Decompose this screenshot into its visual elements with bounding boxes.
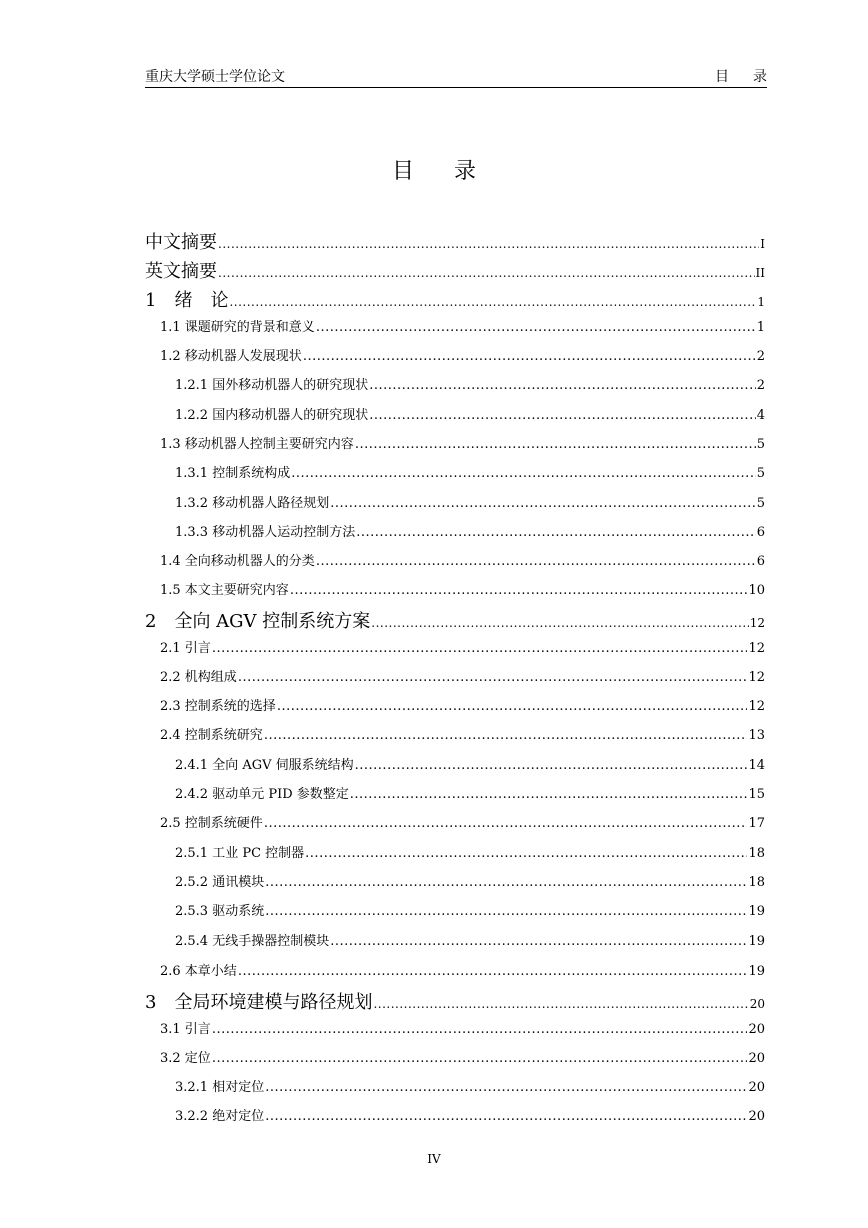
toc-entry[interactable] [160,812,765,831]
toc-entry-label: 1.3 移动机器人控制主要研究内容 [160,437,354,452]
toc-entry[interactable] [175,754,765,773]
toc-entry[interactable] [175,492,765,511]
toc-entry[interactable] [175,842,765,861]
toc-entry-page: 19 [748,934,765,949]
toc-entry[interactable] [145,228,765,254]
toc-entry[interactable] [145,607,765,633]
toc-dot-leader [212,641,748,656]
toc-entry-page: 20 [748,1109,765,1124]
toc-entry-page: 15 [748,787,765,802]
toc-dot-leader [330,934,747,949]
toc-entry[interactable] [160,1018,765,1037]
toc-entry[interactable] [175,1076,765,1095]
toc-entry[interactable] [160,724,765,743]
toc-entry-page: 1 [757,295,765,309]
toc-entry[interactable] [145,286,765,312]
toc-entry-label: 中文摘要 [145,232,217,253]
toc-entry-label: 2.4 控制系统研究 [160,728,263,743]
header-section-name: 目录 [715,69,791,85]
toc-entry-page: 1 [756,320,765,335]
toc-entry-label: 3.2.2 绝对定位 [175,1109,265,1124]
toc-dot-leader [350,787,748,802]
toc-entry-label: 1.2.1 国外移动机器人的研究现状 [175,378,369,393]
toc-dot-leader [265,875,747,890]
toc-entry[interactable] [160,960,765,979]
toc-entry-page: 20 [748,1022,765,1037]
toc-entry-page: 5 [756,496,765,511]
toc-dot-leader [212,1051,748,1066]
page-number: IV [427,1152,441,1166]
toc-dot-leader [277,699,748,714]
toc-entry[interactable] [175,404,765,423]
toc-dot-leader [229,295,756,309]
toc-entry[interactable] [175,374,765,393]
toc-entry-label: 2.3 控制系统的选择 [160,699,276,714]
page-title: 目录 [391,159,516,184]
toc-entry-label: 2.5 控制系统硬件 [160,816,263,831]
toc-entry-label: 2.5.1 工业 PC 控制器 [175,846,305,861]
toc-entry-page: 5 [756,466,765,481]
toc-entry[interactable] [145,257,765,283]
toc-dot-leader [291,466,756,481]
toc-dot-leader [238,670,748,685]
toc-entry-label: 2.2 机构组成 [160,670,237,685]
toc-entry[interactable] [160,433,765,452]
header-thesis-title: 重庆大学硕士学位论文 [145,69,285,85]
toc-dot-leader [303,349,756,364]
toc-entry[interactable] [160,345,765,364]
toc-entry[interactable] [160,550,765,569]
toc-dot-leader [316,554,756,569]
toc-entry-page: I [760,237,765,251]
toc-entry-page: 12 [749,616,765,630]
toc-entry-page: 10 [748,583,765,598]
toc-entry-label: 1 绪 论 [145,290,229,311]
toc-entry-page: 17 [748,816,765,831]
toc-entry[interactable] [175,900,765,919]
toc-entry-page: 18 [748,846,765,861]
toc-entry[interactable] [160,695,765,714]
toc-entry-label: 1.2.2 国内移动机器人的研究现状 [175,408,369,423]
toc-dot-leader [265,1080,747,1095]
toc-dot-leader [265,1109,747,1124]
toc-entry-label: 2.6 本章小结 [160,964,237,979]
toc-entry-page: 6 [756,525,765,540]
toc-entry-label: 2.5.3 驱动系统 [175,904,265,919]
toc-entry-page: 2 [756,349,765,364]
toc-entry[interactable] [160,316,765,335]
toc-entry-label: 2.4.2 驱动单元 PID 参数整定 [175,787,349,802]
toc-entry-label: 1.3.1 控制系统构成 [175,466,291,481]
toc-dot-leader [218,266,755,280]
toc-dot-leader [305,846,747,861]
toc-entry[interactable] [175,521,765,540]
toc-entry-page: 4 [756,408,765,423]
toc-entry[interactable] [160,666,765,685]
toc-entry-page: 5 [756,437,765,452]
toc-dot-leader [369,408,756,423]
toc-dot-leader [290,583,748,598]
toc-entry-label: 1.3.3 移动机器人运动控制方法 [175,525,356,540]
toc-entry[interactable] [175,930,765,949]
toc-entry-page: 6 [756,554,765,569]
toc-entry-page: 12 [748,641,765,656]
toc-entry[interactable] [145,988,765,1014]
toc-entry-label: 1.4 全向移动机器人的分类 [160,554,315,569]
toc-dot-leader [212,1022,748,1037]
toc-dot-leader [264,816,748,831]
toc-dot-leader [369,378,756,393]
toc-dot-leader [264,728,748,743]
toc-dot-leader [371,616,748,630]
toc-entry-label: 2.1 引言 [160,641,211,656]
toc-entry-label: 2.5.2 通讯模块 [175,875,265,890]
toc-entry-page: 18 [748,875,765,890]
toc-dot-leader [316,320,756,335]
toc-entry-page: 19 [748,964,765,979]
toc-entry-page: 14 [748,758,765,773]
toc-entry-label: 英文摘要 [145,261,217,282]
toc-entry[interactable] [160,1047,765,1066]
toc-entry-page: 12 [748,699,765,714]
toc-entry-label: 1.1 课题研究的背景和意义 [160,320,315,335]
toc-entry-label: 2.5.4 无线手操器控制模块 [175,934,330,949]
toc-entry[interactable] [175,783,765,802]
toc-entry-label: 1.2 移动机器人发展现状 [160,349,302,364]
running-header [145,66,791,88]
toc-entry[interactable] [175,871,765,890]
toc-entry-page: 20 [748,1051,765,1066]
toc-dot-leader [330,496,756,511]
toc-entry-page: 12 [748,670,765,685]
toc-entry-label: 3.1 引言 [160,1022,211,1037]
toc-entry-page: II [755,266,765,280]
toc-dot-leader [218,237,759,251]
toc-entry-label: 3.2.1 相对定位 [175,1080,265,1095]
toc-entry[interactable] [175,1105,765,1124]
toc-dot-leader [238,964,748,979]
toc-entry-page: 20 [748,1080,765,1095]
toc-entry-label: 2 全向 AGV 控制系统方案 [145,611,371,632]
toc-entry-page: 13 [748,728,765,743]
toc-entry-label: 1.3.2 移动机器人路径规划 [175,496,330,511]
toc-dot-leader [356,525,756,540]
toc-entry-label: 3.2 定位 [160,1051,211,1066]
toc-entry-page: 2 [756,378,765,393]
toc-entry-label: 2.4.1 全向 AGV 伺服系统结构 [175,758,354,773]
toc-dot-leader [355,758,748,773]
toc-entry-page: 19 [748,904,765,919]
toc-dot-leader [265,904,747,919]
toc-entry-label: 1.5 本文主要研究内容 [160,583,289,598]
toc-dot-leader [373,997,748,1011]
toc-entry[interactable] [175,462,765,481]
toc-dot-leader [355,437,756,452]
toc-entry[interactable] [160,579,765,598]
toc-entry-page: 20 [749,997,765,1011]
toc-entry[interactable] [160,637,765,656]
toc-entry-label: 3 全局环境建模与路径规划 [145,992,373,1013]
